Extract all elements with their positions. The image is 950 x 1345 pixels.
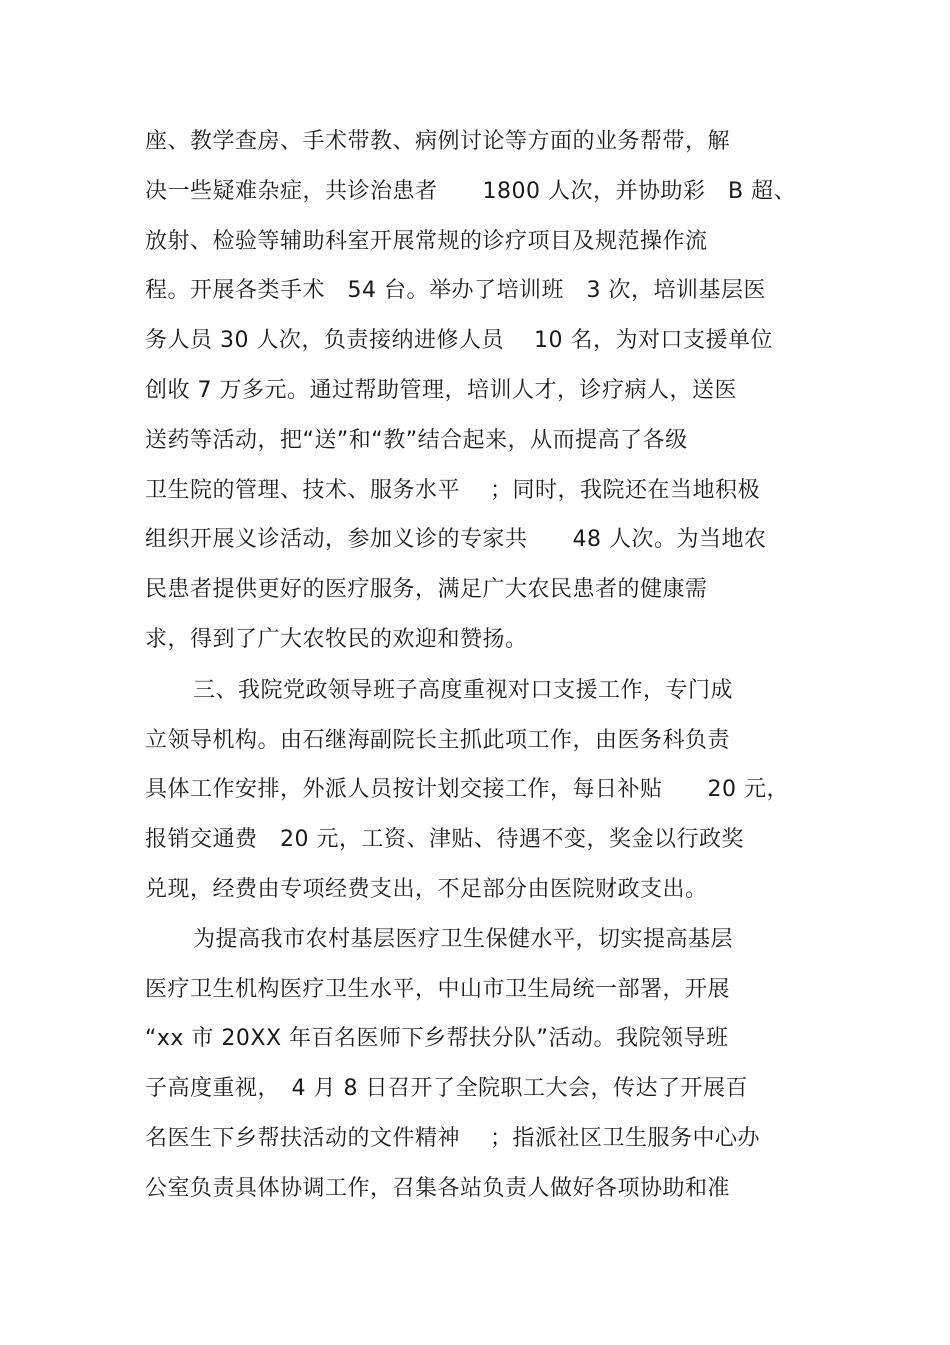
text-line: 座、教学查房、手术带教、病例讨论等方面的业务帮带，解	[145, 129, 731, 154]
text-line: 具体工作安排，外派人员按计划交接工作，每日补贴 20 元，	[145, 777, 789, 802]
text-line: 创收 7 万多元。通过帮助管理，培训人才，诊疗病人，送医	[145, 378, 737, 403]
text-line: 卫生院的管理、技术、服务水平 ；同时，我院还在当地积极	[145, 478, 760, 503]
text-line: “xx 市 20XX 年百名医师下乡帮扶分队”活动。我院领导班	[145, 1026, 729, 1051]
text-line: 报销交通费 20 元，工资、津贴、待遇不变，奖金以行政奖	[145, 827, 744, 852]
text-line: 兑现，经费由专项经费支出，不足部分由医院财政支出。	[145, 877, 708, 902]
text-line: 组织开展义诊活动，参加义诊的专家共 48 人次。为当地农	[145, 527, 767, 552]
text-line: 民患者提供更好的医疗服务，满足广大农民患者的健康需	[145, 577, 708, 602]
text-line: 送药等活动，把“送”和“教”结合起来，从而提高了各级	[145, 428, 688, 453]
paragraph-start-line: 为提高我市农村基层医疗卫生保健水平，切实提高基层	[193, 927, 734, 952]
text-line: 求，得到了广大农牧民的欢迎和赞扬。	[145, 627, 528, 652]
text-line: 子高度重视， 4 月 8 日召开了全院职工大会，传达了开展百	[145, 1076, 748, 1101]
text-line: 公室负责具体协调工作，召集各站负责人做好各项协助和准	[145, 1176, 731, 1201]
text-line: 立领导机构。由石继海副院长主抓此项工作，由医务科负责	[145, 728, 731, 753]
text-line: 务人员 30 人次，负责接纳进修人员 10 名，为对口支援单位	[145, 328, 773, 353]
text-line: 程。开展各类手术 54 台。举办了培训班 3 次，培训基层医	[145, 278, 766, 303]
text-line: 放射、检验等辅助科室开展常规的诊疗项目及规范操作流	[145, 229, 708, 254]
text-line: 医疗卫生机构医疗卫生水平，中山市卫生局统一部署，开展	[145, 977, 731, 1002]
paragraph-start-line: 三、我院党政领导班子高度重视对口支援工作，专门成	[193, 678, 734, 703]
text-line: 决一些疑难杂症，共诊治患者 1800 人次，并协助彩 B 超、	[145, 179, 797, 204]
text-line: 名医生下乡帮扶活动的文件精神 ；指派社区卫生服务中心办	[145, 1126, 760, 1151]
